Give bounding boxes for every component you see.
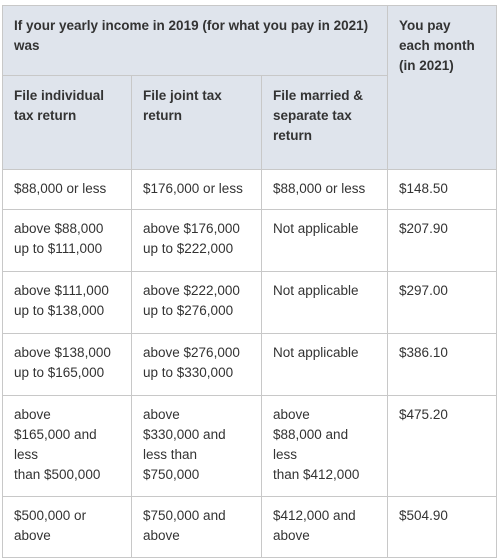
payment-cell: $207.90: [388, 210, 497, 272]
joint-cell: $750,000 and above: [132, 497, 262, 558]
individual-cell: above $111,000 up to $138,000: [3, 272, 132, 334]
individual-cell: $500,000 or above: [3, 497, 132, 558]
joint-cell: above $330,000 and less than $750,000: [132, 396, 262, 497]
joint-cell: above $276,000 up to $330,000: [132, 334, 262, 396]
joint-cell: above $222,000 up to $276,000: [132, 272, 262, 334]
individual-header: File individual tax return: [3, 76, 132, 170]
joint-cell: $176,000 or less: [132, 170, 262, 210]
payment-cell: $475.20: [388, 396, 497, 497]
table-row: [3, 210, 497, 272]
individual-cell: $88,000 or less: [3, 170, 132, 210]
married-separate-cell: above $88,000 and less than $412,000: [262, 396, 388, 497]
joint-header: File joint tax return: [132, 76, 262, 170]
individual-cell: above $88,000 up to $111,000: [3, 210, 132, 272]
married-separate-cell: Not applicable: [262, 334, 388, 396]
income-group-header: If your yearly income in 2019 (for what you pay in 2021) was: [3, 6, 388, 76]
table-row: [3, 272, 497, 334]
table-row: [3, 396, 497, 497]
table-row: [3, 334, 497, 396]
table-row: [3, 170, 497, 210]
payment-cell: $386.10: [388, 334, 497, 396]
table-row: [3, 497, 497, 558]
payment-header: You pay each month (in 2021): [388, 6, 497, 170]
payment-cell: $148.50: [388, 170, 497, 210]
payment-cell: $504.90: [388, 497, 497, 558]
joint-cell: above $176,000 up to $222,000: [132, 210, 262, 272]
married-separate-cell: $88,000 or less: [262, 170, 388, 210]
married-separate-header: File married & separate tax return: [262, 76, 388, 170]
married-separate-cell: $412,000 and above: [262, 497, 388, 558]
married-separate-cell: Not applicable: [262, 210, 388, 272]
header-row-main: [3, 6, 497, 76]
individual-cell: above $138,000 up to $165,000: [3, 334, 132, 396]
payment-cell: $297.00: [388, 272, 497, 334]
married-separate-cell: Not applicable: [262, 272, 388, 334]
income-premium-table: [2, 5, 497, 558]
individual-cell: above $165,000 and less than $500,000: [3, 396, 132, 497]
